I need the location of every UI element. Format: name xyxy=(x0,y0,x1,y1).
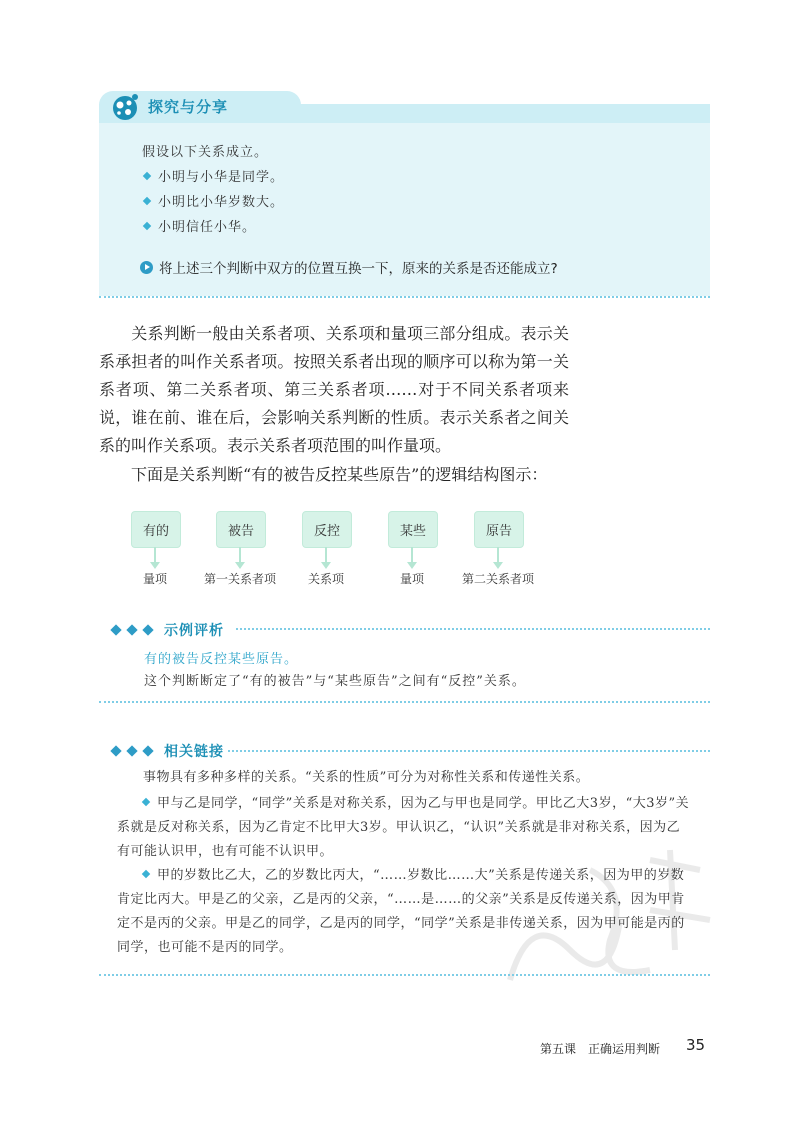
explore-icon xyxy=(110,92,140,122)
diamond-icon xyxy=(126,745,137,756)
arrow-down-icon xyxy=(321,562,331,569)
explore-question xyxy=(140,257,558,277)
list-item: 小明信任小华。 xyxy=(142,213,284,238)
structure-label: 第二关系者项 xyxy=(461,572,535,586)
example-header xyxy=(112,620,224,640)
arrow-down-icon xyxy=(235,562,245,569)
arrow-down-icon xyxy=(407,562,417,569)
structure-box: 反控 xyxy=(302,511,352,548)
diamond-icon xyxy=(142,745,153,756)
explore-intro: 假设以下关系成立。 xyxy=(142,145,269,160)
list-item: 小明与小华是同学。 xyxy=(142,163,284,188)
structure-label: 量项 xyxy=(399,572,425,586)
arrow-down-icon xyxy=(493,562,503,569)
explore-list xyxy=(142,163,284,238)
diamond-bullet-icon xyxy=(143,171,151,179)
structure-box: 某些 xyxy=(388,511,438,548)
question-text: 将上述三个判断中双方的位置互换一下，原来的关系是否还能成立? xyxy=(159,261,558,277)
divider xyxy=(228,750,710,752)
diamond-bullet-icon xyxy=(142,870,150,878)
links-title: 相关链接 xyxy=(164,744,224,760)
structure-box: 原告 xyxy=(474,511,524,548)
footer-chapter: 第五课 正确运用判断 xyxy=(540,1042,661,1056)
arrow-circle-icon xyxy=(140,261,153,274)
example-sentence: 有的被告反控某些原告。 xyxy=(144,652,299,667)
example-title: 示例评析 xyxy=(164,623,224,639)
structure-label: 关系项 xyxy=(307,572,345,586)
links-header xyxy=(112,741,224,761)
arrow-down-icon xyxy=(150,562,160,569)
structure-label: 第一关系者项 xyxy=(203,572,277,586)
diamond-icon xyxy=(142,624,153,635)
diamond-icon xyxy=(110,624,121,635)
structure-box: 被告 xyxy=(216,511,266,548)
links-paragraph: 甲的岁数比乙大，乙的岁数比丙大，“……岁数比……大”关系是传递关系，因为甲的岁数肯定比丙大。甲是乙的父亲，乙是丙的父亲，“……是……的父亲”关系是反传递关系，因为甲肯定不是丙的父亲。甲是乙的同学，乙是丙的同学，“同学”关系是非传递关系，因为甲可能是丙的同学，也可能不是丙的同学。 xyxy=(117,868,685,955)
diamond-bullet-icon xyxy=(143,196,151,204)
body-paragraph-diagram-intro: 下面是关系判断“有的被告反控某些原告”的逻辑结构图示： xyxy=(131,465,548,484)
divider xyxy=(236,628,710,630)
diamond-icon xyxy=(126,624,137,635)
diamond-icon xyxy=(110,745,121,756)
example-analysis: 这个判断断定了“有的被告”与“某些原告”之间有“反控”关系。 xyxy=(144,674,526,689)
structure-label: 量项 xyxy=(142,572,168,586)
divider xyxy=(99,296,710,298)
diamond-bullet-icon xyxy=(142,798,150,806)
page-number: 35 xyxy=(686,1036,706,1054)
body-paragraph: 关系判断一般由关系者项、关系项和量项三部分组成。表示关系承担者的叫作关系者项。按照关系者出现的顺序可以称为第一关系者项、第二关系者项、第三关系者项……对于不同关系者项来说，谁在前、谁在后，会影响关系判断的性质。表示关系者之间关系的叫作关系项。表示关系者项范围的叫作量项。 xyxy=(99,324,569,455)
links-paragraph: 甲与乙是同学，“同学”关系是对称关系，因为乙与甲也是同学。甲比乙大3岁，“大3岁”关系就是反对称关系，因为乙肯定不比甲大3岁。甲认识乙，“认识”关系就是非对称关系，因为乙有可能认识甲，也有可能不认识甲。 xyxy=(117,796,690,859)
divider xyxy=(99,701,710,703)
diamond-bullet-icon xyxy=(143,221,151,229)
list-item: 小明比小华岁数大。 xyxy=(142,188,284,213)
divider xyxy=(99,974,710,976)
explore-title: 探究与分享 xyxy=(148,98,229,116)
links-paragraph: 事物具有多种多样的关系。“关系的性质”可分为对称性关系和传递性关系。 xyxy=(143,770,590,785)
structure-box: 有的 xyxy=(131,511,181,548)
